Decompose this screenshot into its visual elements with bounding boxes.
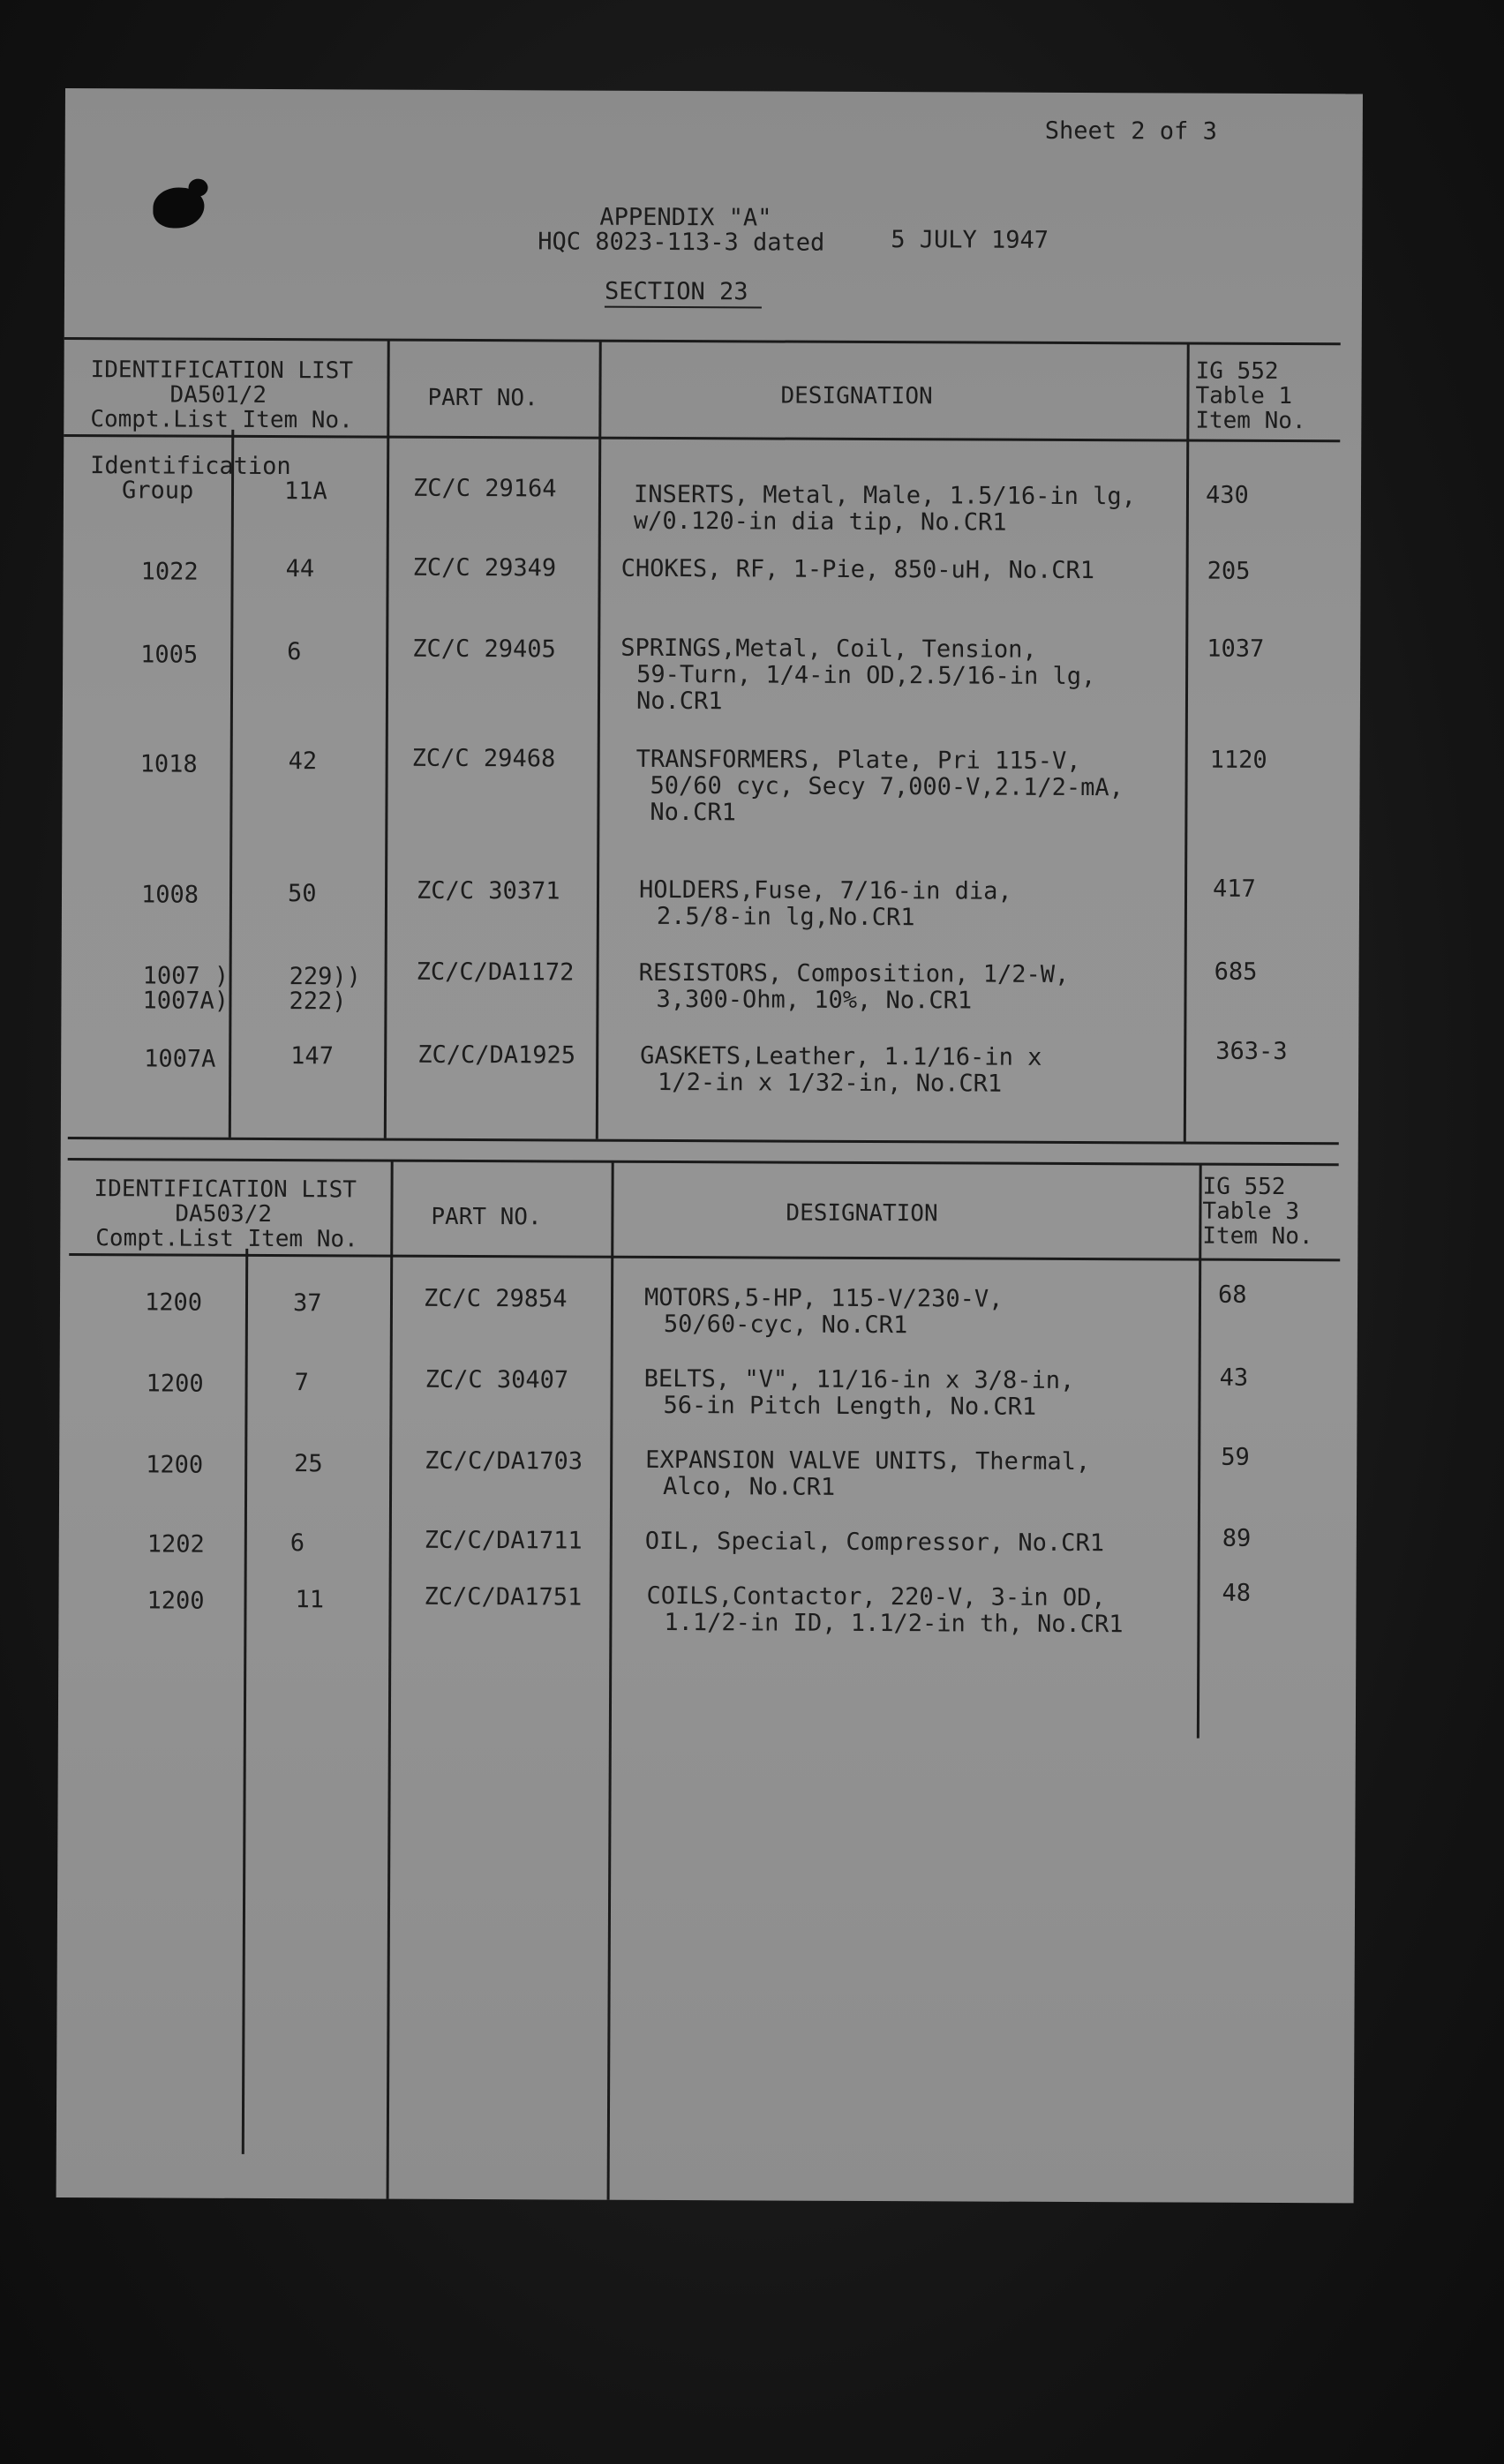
table2-col-divider (607, 1162, 614, 2200)
item-no: 6 (287, 638, 302, 666)
ig-item-no: 363-3 (1215, 1037, 1288, 1066)
compt-no: 1202 (147, 1530, 205, 1559)
item-no: 6 (290, 1529, 305, 1558)
part-no: ZC/C 29349 (412, 553, 557, 582)
compt-no: 1007A) (142, 987, 229, 1015)
compt-no: 1200 (144, 1288, 203, 1317)
document-date: 5 JULY 1947 (891, 226, 1049, 254)
ig-item-no: 417 (1212, 875, 1256, 903)
table1-col-divider (384, 341, 390, 1138)
designation-line: MOTORS,5-HP, 115-V/230-V, (643, 1283, 1004, 1313)
designation-line: 50/60 cyc, Secy 7,000-V,2.1/2-mA, (650, 771, 1124, 802)
item-no: 11 (295, 1586, 325, 1614)
designation-line: 1/2-in x 1/32-in, No.CR1 (658, 1068, 1003, 1098)
table1-col-divider (1184, 344, 1190, 1142)
designation-line: EXPANSION VALVE UNITS, Thermal, (645, 1446, 1091, 1476)
designation-line: BELTS, "V", 11/16-in x 3/8-in, (643, 1364, 1075, 1395)
ig-item-header: Item No. (1202, 1222, 1313, 1251)
designation-line: No.CR1 (650, 798, 737, 827)
designation-line: 2.5/8-in lg,No.CR1 (656, 902, 915, 932)
part-no: ZC/C/DA1751 (424, 1582, 583, 1611)
ig-item-no: 205 (1207, 557, 1251, 585)
item-no: 229)) (289, 963, 361, 991)
designation-line: Alco, No.CR1 (663, 1472, 836, 1501)
compt-no: 1022 (140, 558, 199, 586)
designation-line: HOLDERS,Fuse, 7/16-in dia, (638, 875, 1012, 905)
table1-subcol-divider (229, 430, 234, 1138)
designation-line: w/0.120-in dia tip, No.CR1 (633, 507, 1007, 537)
designation-line: RESISTORS, Composition, 1/2-W, (638, 958, 1070, 988)
designation-line: 50/60-cyc, No.CR1 (663, 1310, 908, 1340)
item-no: 222) (289, 988, 347, 1016)
table1-top-border (64, 337, 1341, 345)
part-no: ZC/C/DA1711 (424, 1526, 583, 1555)
ig-item-header: Item No. (1195, 407, 1306, 435)
part-no: ZC/C 29468 (411, 744, 556, 773)
designation-header: DESIGNATION (786, 1199, 938, 1228)
compt-no: 1007A (144, 1045, 216, 1073)
ig-item-no: 68 (1217, 1281, 1247, 1309)
ig-item-no: 48 (1222, 1579, 1252, 1607)
part-no: ZC/C 30407 (425, 1365, 569, 1394)
sheet-number: Sheet 2 of 3 (1044, 116, 1217, 146)
item-no: 37 (292, 1289, 322, 1318)
section-title: SECTION 23 (604, 277, 748, 306)
part-no: ZC/C/DA1172 (416, 958, 575, 987)
part-no: ZC/C 29854 (423, 1284, 568, 1313)
part-no: ZC/C/DA1703 (425, 1446, 583, 1476)
compt-no: 1007 ) (142, 962, 229, 990)
compt-no: 1008 (140, 881, 199, 909)
designation-line: 1.1/2-in ID, 1.1/2-in th, No.CR1 (664, 1608, 1124, 1639)
table1-bottom-border (68, 1137, 1339, 1145)
table2-header-divider (69, 1253, 1340, 1261)
ig-header: IG 552 (1202, 1173, 1286, 1201)
document-page (56, 88, 1363, 2203)
reference-number: HQC 8023-113-3 dated (538, 228, 825, 257)
item-no: 42 (288, 747, 318, 776)
designation-line: 3,300-Ohm, 10%, No.CR1 (656, 985, 973, 1015)
table2-top-border (68, 1158, 1339, 1166)
compt-item-header: Compt.List Item No. (90, 406, 353, 434)
table2-col-divider (387, 1161, 394, 2199)
part-no: ZC/C 29405 (412, 635, 556, 664)
ig-table-header: Table 1 (1195, 382, 1293, 410)
compt-no: 1005 (140, 641, 199, 669)
designation-line: CHOKES, RF, 1-Pie, 850-uH, No.CR1 (620, 554, 1095, 585)
item-no: 11A (283, 477, 327, 506)
designation-line: 56-in Pitch Length, No.CR1 (663, 1391, 1037, 1421)
compt-item-header: Compt.List Item No. (95, 1225, 358, 1253)
compt-no: 1200 (147, 1587, 205, 1615)
ig-item-no: 89 (1222, 1524, 1252, 1552)
item-no: 44 (285, 555, 315, 583)
item-no: 147 (290, 1042, 335, 1070)
table1-col-divider (596, 342, 602, 1139)
part-no: ZC/C 29164 (412, 474, 557, 503)
compt-no: 1200 (146, 1451, 204, 1479)
ig-table-header: Table 3 (1202, 1198, 1300, 1226)
designation-line: SPRINGS,Metal, Coil, Tension, (620, 634, 1037, 664)
item-no: 25 (294, 1450, 323, 1478)
item-no: 7 (294, 1369, 309, 1397)
ink-blot (188, 179, 207, 197)
ig-item-no: 43 (1219, 1363, 1249, 1392)
id-list-number: DA503/2 (175, 1200, 273, 1228)
item-no: 50 (287, 880, 317, 908)
ig-item-no: 1037 (1207, 635, 1265, 663)
appendix-title: APPENDIX "A" (599, 203, 772, 232)
compt-no: 1200 (146, 1370, 204, 1398)
group-label: Group (121, 477, 194, 505)
id-list-number: DA501/2 (169, 381, 267, 409)
part-no: ZC/C/DA1925 (417, 1040, 576, 1070)
id-list-header: IDENTIFICATION LIST (94, 1176, 357, 1204)
designation-line: INSERTS, Metal, Male, 1.5/16-in lg, (633, 480, 1137, 511)
ig-item-no: 685 (1214, 958, 1258, 986)
ig-item-no: 430 (1205, 481, 1249, 509)
table2-col-divider (1197, 1165, 1202, 1739)
designation-header: DESIGNATION (780, 382, 933, 410)
table2-subcol-divider (242, 1249, 248, 2154)
designation-line: TRANSFORMERS, Plate, Pri 115-V, (635, 745, 1081, 776)
section-underline (605, 306, 762, 309)
part-no-header: PART NO. (427, 384, 538, 412)
designation-line: GASKETS,Leather, 1.1/16-in x (640, 1041, 1042, 1071)
designation-line: OIL, Special, Compressor, No.CR1 (644, 1527, 1105, 1558)
id-list-header: IDENTIFICATION LIST (90, 357, 354, 385)
compt-no: 1018 (139, 750, 198, 778)
ig-item-no: 1120 (1209, 746, 1267, 774)
group-label: Identification (90, 452, 291, 481)
part-no: ZC/C 30371 (416, 876, 560, 905)
part-no-header: PART NO. (431, 1203, 542, 1231)
designation-line: No.CR1 (635, 687, 723, 716)
designation-line: 59-Turn, 1/4-in OD,2.5/16-in lg, (636, 660, 1096, 691)
table1-header-divider (64, 434, 1340, 442)
ig-item-no: 59 (1221, 1443, 1250, 1471)
designation-line: COILS,Contactor, 220-V, 3-in OD, (646, 1581, 1106, 1612)
ig-header: IG 552 (1195, 357, 1279, 386)
